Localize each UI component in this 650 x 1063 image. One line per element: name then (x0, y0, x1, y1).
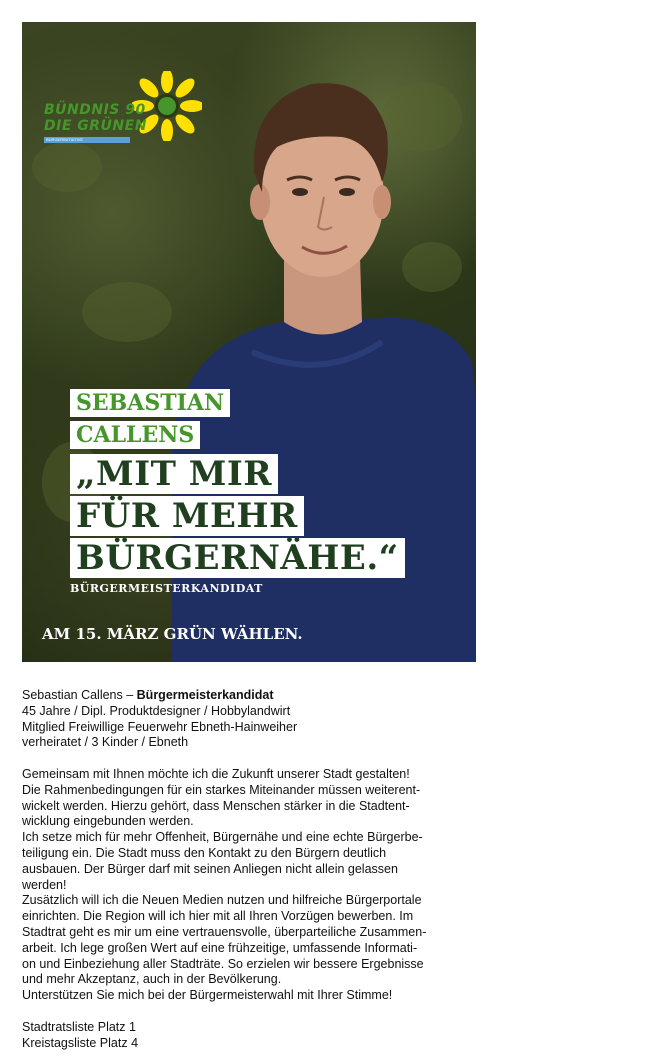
candidate-description (22, 688, 472, 1051)
body-line: einrichten. Die Region will ich hier mit all Ihren Vorzügen bewerben. Im (22, 909, 414, 924)
body-line: Ich setze mich für mehr Offenheit, Bürgernähe und eine echte Bürgerbe- (22, 830, 423, 845)
body-line: werden! (22, 877, 67, 892)
logo-line1: BÜNDNIS 90 (44, 102, 146, 118)
profile-name-line (22, 688, 472, 704)
body-line: wickelt werden. Hierzu gehört, dass Menschen stärker in die Stadtent- (22, 798, 410, 813)
poster-call-to-action: AM 15. MÄRZ GRÜN WÄHLEN. (42, 625, 303, 643)
body-line: wicklung eingebunden werden. (22, 814, 194, 829)
body-line: Zusätzlich will ich die Neuen Medien nutzen und hilfreiche Bürgerportale (22, 893, 422, 908)
body-line: Die Rahmenbedingungen für ein starkes Miteinander müssen weiterent- (22, 782, 421, 797)
profile-name: Sebastian Callens – (22, 688, 137, 702)
poster-role: BÜRGERMEISTERKANDIDAT (70, 582, 263, 595)
body-line: arbeit. Ich lege großen Wert auf eine frühzeitige, umfassende Informati- (22, 940, 418, 955)
body-line: und mehr Akzeptanz, auch in der Bevölkerung. (22, 972, 282, 987)
body-line: Unterstützen Sie mich bei der Bürgermeisterwahl mit Ihrer Stimme! (22, 988, 393, 1003)
candidate-last-name: CALLENS (70, 421, 200, 449)
body-line: on und Einbeziehung aller Stadträte. So erzielen wir bessere Ergebnisse (22, 956, 424, 971)
party-logo (42, 46, 192, 142)
list-position-district: Kreistagsliste Platz 4 (22, 1035, 139, 1050)
candidate-first-name: SEBASTIAN (70, 389, 230, 417)
profile-role: Bürgermeisterkandidat (136, 688, 274, 702)
logo-subtitle: BÜRGERINITIATIVE (46, 137, 84, 142)
quote-line1: „MIT MIR (70, 454, 278, 494)
logo-line2: DIE GRÜNEN (44, 118, 147, 134)
profile-membership: Mitglied Freiwillige Feuerwehr Ebneth-Hainweiher (22, 719, 298, 734)
profile-details: 45 Jahre / Dipl. Produktdesigner / Hobbylandwirt (22, 703, 291, 718)
body-line: Stadtrat geht es mir um eine vertrauensvolle, überparteiliche Zusammen- (22, 924, 427, 939)
campaign-poster (22, 22, 476, 662)
profile-family: verheiratet / 3 Kinder / Ebneth (22, 735, 189, 750)
quote-line2: FÜR MEHR (70, 496, 304, 536)
body-line: ausbauen. Der Bürger darf mit seinen Anliegen nicht allein gelassen (22, 861, 398, 876)
body-line: teiligung ein. Die Stadt muss den Kontakt zu den Bürgern deutlich (22, 845, 387, 860)
list-position-city: Stadtratsliste Platz 1 (22, 1019, 136, 1034)
body-line: Gemeinsam mit Ihnen möchte ich die Zukunft unserer Stadt gestalten! (22, 766, 410, 781)
quote-line3: BÜRGERNÄHE.“ (70, 538, 405, 578)
